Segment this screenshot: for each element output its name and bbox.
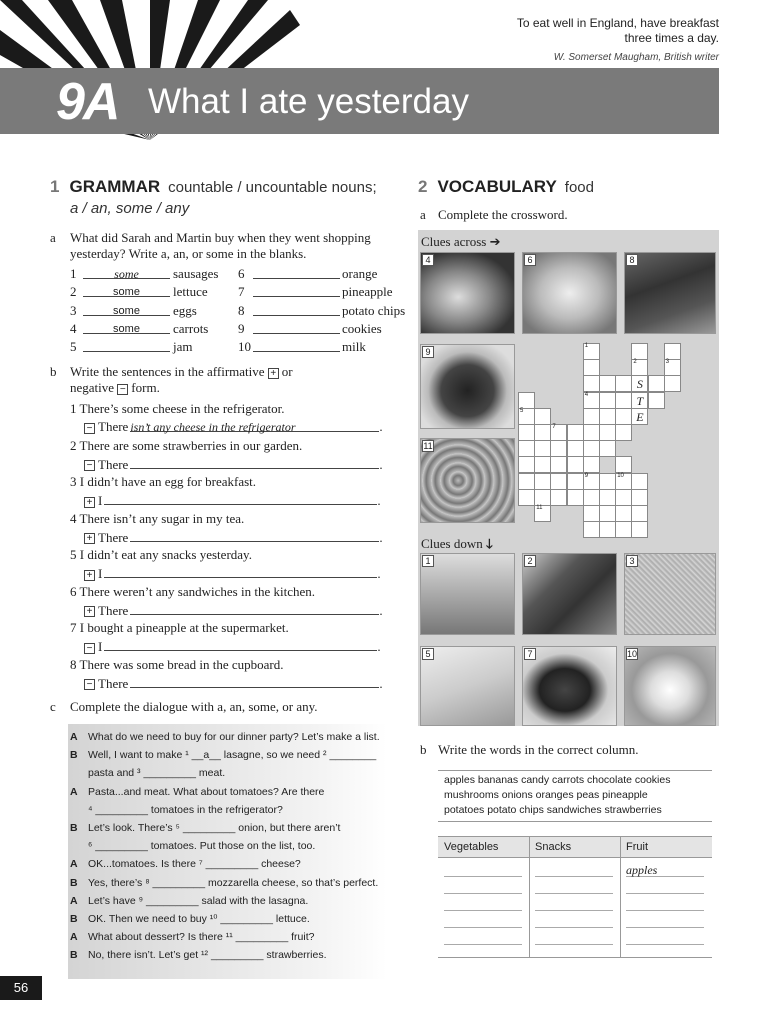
instruction-line-2: negative	[70, 380, 115, 395]
answer-line[interactable]	[626, 927, 704, 928]
photo-number: 6	[524, 254, 536, 266]
answer-line[interactable]	[104, 492, 377, 505]
grid-cell[interactable]	[567, 440, 584, 457]
grid-cell[interactable]	[550, 424, 567, 441]
grid-cell[interactable]	[583, 392, 600, 409]
dialogue-line	[68, 913, 387, 929]
photo-6-chicken	[522, 252, 617, 334]
photo-5-cheese	[420, 646, 515, 726]
answer-start: I	[98, 639, 103, 654]
item-word: eggs	[173, 302, 197, 318]
item-row	[70, 284, 410, 300]
grid-cell[interactable]	[599, 440, 616, 457]
instruction-line-1: Write the sentences in the affirmative	[70, 364, 265, 379]
answer-line[interactable]	[626, 893, 704, 894]
dialogue-text: What about dessert? Is there ¹¹ _________ fruit?	[88, 931, 315, 944]
exercise-1c-instruction: Complete the dialogue with a, an, some, or any.	[70, 699, 318, 714]
epigraph	[517, 16, 719, 65]
speaker: A	[70, 785, 78, 798]
answer-start: I	[98, 493, 103, 508]
answer-line[interactable]	[130, 529, 379, 542]
sign-box: −	[84, 643, 95, 654]
grid-cell[interactable]	[615, 392, 632, 409]
item-word: milk	[342, 339, 366, 355]
item-word: cookies	[342, 320, 382, 336]
grid-cell[interactable]	[583, 424, 600, 441]
grid-cell[interactable]	[583, 521, 600, 538]
grid-cell[interactable]	[583, 375, 600, 392]
grid-cell[interactable]	[583, 343, 600, 360]
grid-cell[interactable]	[534, 473, 551, 490]
grid-cell[interactable]	[615, 489, 632, 506]
grid-cell[interactable]	[550, 440, 567, 457]
grid-number: 1	[584, 343, 589, 349]
answer-blank[interactable]	[253, 339, 340, 352]
answer-blank[interactable]	[253, 284, 340, 297]
photo-9-jam	[420, 344, 515, 429]
item-row	[70, 321, 410, 337]
dialogue-text: OK...tomatoes. Is there ⁷ _________ cheese?	[88, 858, 301, 871]
grid-number: 9	[584, 472, 589, 479]
photo-number: 10	[627, 649, 638, 659]
dialogue-text: ⁶ _________ tomatoes. Put those on the list, too.	[88, 840, 316, 853]
grid-number: 10	[617, 472, 624, 479]
grid-letter: T	[636, 393, 644, 408]
grid-cell[interactable]	[631, 505, 648, 522]
answer-start: There	[98, 456, 129, 472]
word-line-3: potatoes potato chips sandwiches strawberries	[444, 804, 662, 816]
grid-cell[interactable]	[615, 408, 632, 425]
photo-number: 8	[626, 254, 638, 266]
photo-number: 2	[524, 555, 536, 567]
answer-row: − I .	[84, 638, 394, 654]
answer-line[interactable]	[130, 456, 379, 469]
item-number: 4	[70, 320, 77, 336]
answer-line[interactable]	[444, 876, 522, 877]
item-number: 10	[238, 339, 251, 355]
grid-cell[interactable]	[567, 489, 584, 506]
grid-cell[interactable]	[615, 424, 632, 441]
example-answer: apples	[626, 863, 658, 877]
sentence-prompt: 3 I didn’t have an egg for breakfast.	[70, 474, 257, 489]
answer-blank[interactable]: some	[83, 284, 170, 297]
sign-box: +	[84, 606, 95, 617]
grid-cell[interactable]	[583, 408, 600, 425]
photo-11-cereal	[420, 438, 515, 523]
column-header-vegetables: Vegetables	[444, 841, 499, 853]
photo-3-rice	[624, 553, 716, 635]
dialogue-line	[68, 949, 387, 965]
answer-line[interactable]	[535, 876, 613, 877]
word-line-2: mushrooms onions oranges peas pineapple	[444, 789, 648, 801]
grid-cell[interactable]	[631, 343, 648, 360]
grid-cell[interactable]	[615, 375, 632, 392]
answer-line[interactable]	[104, 638, 377, 651]
column-divider	[620, 836, 621, 958]
grid-cell[interactable]	[664, 359, 681, 376]
quote-line-2: three times a day.	[624, 31, 719, 45]
word-line-1: apples bananas candy carrots chocolate cookies	[444, 774, 671, 786]
dialogue-text: Yes, there’s ⁸ _________ mozzarella cheese, so that’s perfect.	[88, 876, 379, 889]
answer-row: + I .	[84, 565, 394, 581]
answer-row: − There .	[84, 675, 394, 691]
sign-box: −	[84, 423, 95, 434]
item-number: 3	[70, 302, 77, 318]
dialogue-text: ⁴ _________ tomatoes in the refrigerator?	[88, 803, 283, 816]
answer-line[interactable]	[104, 565, 377, 578]
dialogue-line	[68, 931, 387, 947]
grid-cell[interactable]	[615, 456, 632, 473]
plus-sign-box: +	[268, 368, 279, 379]
item-number: 5	[70, 339, 77, 355]
grid-cell[interactable]	[599, 473, 616, 490]
dialogue-text: Well, I want to make ¹ __a__ lasagne, so we need ² ________	[88, 749, 377, 762]
speaker: B	[70, 949, 78, 962]
instruction-line-2: yesterday? Write a, an, or some in the blanks.	[70, 246, 307, 261]
answer-line[interactable]	[626, 910, 704, 911]
photo-7-coffee	[522, 646, 617, 726]
grid-cell[interactable]	[583, 359, 600, 376]
grid-cell[interactable]	[631, 489, 648, 506]
dialogue-line	[68, 858, 387, 874]
photo-number: 1	[422, 555, 434, 567]
answer-line[interactable]	[626, 944, 704, 945]
grid-cell[interactable]	[534, 456, 551, 473]
section-1-number: 1	[50, 177, 60, 196]
dialogue-line	[68, 877, 387, 893]
answer-start: There	[98, 529, 129, 545]
quote-line-1: To eat well in England, have breakfast	[516, 16, 719, 30]
answer-line[interactable]	[444, 910, 522, 911]
arrow-right-icon: ➔	[489, 235, 501, 250]
photo-2-steak	[522, 553, 617, 635]
section-2-number: 2	[418, 177, 428, 196]
grid-cell[interactable]	[567, 473, 584, 490]
grid-cell[interactable]	[631, 473, 648, 490]
grid-cell[interactable]	[583, 456, 600, 473]
column-divider	[529, 836, 530, 958]
answer-blank[interactable]: some	[83, 321, 170, 334]
grid-cell[interactable]	[518, 408, 535, 425]
answer-row: − There .	[84, 456, 394, 472]
item-number: 6	[238, 266, 245, 281]
grid-cell[interactable]	[615, 521, 632, 538]
grid-cell[interactable]	[567, 424, 584, 441]
grid-cell[interactable]	[648, 375, 665, 392]
sentence-prompt: 2 There are some strawberries in our garden.	[70, 437, 303, 453]
arrow-down-icon: 🡓	[486, 537, 493, 552]
crossword-panel	[418, 230, 719, 726]
grid-cell[interactable]	[518, 489, 535, 506]
speaker: B	[70, 913, 78, 925]
grid-cell[interactable]	[631, 375, 648, 392]
grid-cell[interactable]	[534, 489, 551, 506]
clues-across-label: Clues across	[421, 234, 487, 249]
dialogue-text: Let’s have ⁹ _________ salad with the lasagna.	[88, 894, 309, 907]
grid-cell[interactable]	[534, 505, 551, 522]
quote-author: W. Somerset Maugham, British writer	[553, 52, 719, 63]
answer-start: There	[98, 675, 129, 691]
grid-number: 4	[584, 391, 589, 398]
answer-blank[interactable]	[83, 339, 170, 352]
item-row	[70, 339, 410, 355]
sentence-prompt: 1 There’s some cheese in the refrigerator.	[70, 401, 285, 416]
grid-cell[interactable]	[583, 473, 600, 490]
grid-cell[interactable]	[518, 424, 535, 441]
answer-row: + I .	[84, 492, 394, 508]
item-word: potato chips	[342, 302, 406, 318]
section-2-heading	[418, 177, 594, 197]
grid-cell[interactable]	[599, 424, 616, 441]
grid-cell[interactable]	[567, 456, 584, 473]
or-word: or	[281, 364, 293, 379]
grid-cell[interactable]	[599, 521, 616, 538]
item-number: 8	[238, 302, 245, 318]
grid-cell[interactable]	[599, 489, 616, 506]
grid-cell[interactable]	[664, 343, 681, 360]
sign-box: +	[84, 497, 95, 508]
item-word: sausages	[173, 266, 219, 281]
dialogue-line	[68, 749, 387, 765]
photo-number: 7	[524, 648, 536, 660]
answer-line[interactable]	[444, 893, 522, 894]
column-header-fruit: Fruit	[626, 841, 648, 853]
grid-cell[interactable]	[615, 473, 632, 490]
grid-cell[interactable]	[631, 359, 648, 376]
exercise-1b-label: b	[50, 364, 57, 379]
photo-8-cake	[624, 252, 716, 334]
photo-number: 9	[422, 346, 434, 358]
item-number: 1	[70, 266, 77, 281]
grid-number: 7	[552, 424, 556, 430]
item-word: lettuce	[173, 284, 208, 300]
grid-cell[interactable]	[583, 440, 600, 457]
grid-cell[interactable]	[631, 392, 648, 409]
answer-line[interactable]	[535, 927, 613, 928]
photo-number: 11	[423, 441, 433, 451]
photo-4-sausages	[420, 252, 515, 334]
item-row	[70, 266, 410, 282]
dialogue-text: OK. Then we need to buy ¹⁰ _________ lettuce.	[88, 913, 310, 925]
exercise-1a-instruction	[70, 230, 400, 262]
sign-box: −	[84, 679, 95, 690]
grid-cell[interactable]	[631, 521, 648, 538]
item-word: jam	[173, 339, 193, 355]
speaker: A	[70, 894, 78, 907]
dialogue-box	[68, 724, 387, 979]
exercise-2b-instruction: Write the words in the correct column.	[438, 742, 639, 757]
dialogue-line	[68, 840, 387, 856]
category-table	[438, 836, 712, 958]
dialogue-line	[68, 895, 387, 911]
section-1-name: GRAMMAR	[69, 177, 161, 196]
grid-cell[interactable]	[518, 473, 535, 490]
item-word: orange	[342, 266, 378, 281]
grid-cell[interactable]	[550, 489, 567, 506]
sentence-prompt: 7 I bought a pineapple at the supermarket.	[70, 620, 289, 635]
form-word: form.	[131, 380, 160, 395]
minus-sign-box: −	[117, 384, 128, 395]
item-word: pineapple	[342, 284, 393, 300]
photo-1-butter	[420, 553, 515, 635]
exercise-2b-label: b	[420, 742, 427, 757]
answer-line[interactable]	[535, 944, 613, 945]
answer-blank[interactable]: some	[83, 266, 170, 279]
grid-cell[interactable]	[550, 456, 567, 473]
dialogue-text: No, there isn’t. Let’s get ¹² _________ strawberries.	[88, 949, 327, 962]
exercise-2a-label: a	[420, 207, 426, 222]
exercise-1c-label: c	[50, 699, 56, 714]
answer-blank[interactable]	[253, 266, 340, 279]
speaker: A	[70, 858, 78, 871]
answer-line[interactable]	[130, 675, 379, 688]
photo-number: 3	[626, 555, 638, 567]
grid-cell[interactable]	[518, 392, 535, 409]
column-header-snacks: Snacks	[535, 841, 572, 853]
item-number: 2	[70, 284, 77, 300]
grid-cell[interactable]	[615, 505, 632, 522]
grid-cell[interactable]	[583, 489, 600, 506]
grid-number: 11	[536, 505, 543, 511]
item-word: carrots	[173, 320, 209, 336]
grid-number: 3	[665, 359, 670, 366]
grid-cell[interactable]	[599, 392, 616, 409]
sentence-prompt: 4 There isn’t any sugar in my tea.	[70, 510, 245, 526]
answer-start: I	[98, 566, 103, 581]
speaker: B	[70, 822, 78, 834]
clues-across-heading	[421, 234, 501, 251]
exercise-1b-instruction	[70, 364, 400, 396]
grid-cell[interactable]	[550, 473, 567, 490]
grid-cell[interactable]	[534, 440, 551, 457]
speaker: B	[70, 749, 78, 762]
item-number: 9	[238, 320, 245, 336]
answer-start: There	[98, 419, 129, 434]
sign-box: +	[84, 570, 95, 581]
dialogue-text: What do we need to buy for our dinner party? Let’s make a list.	[88, 731, 380, 743]
grid-cell[interactable]	[534, 408, 551, 425]
section-2-name: VOCABULARY	[437, 177, 557, 196]
dialogue-line	[68, 731, 387, 747]
section-1-subtitle-2: a / an, some / any	[70, 200, 190, 217]
grid-letter: S	[636, 377, 643, 392]
dialogue-text: Pasta...and meat. What about tomatoes? Are there	[88, 785, 325, 798]
exercise-2a-instruction: Complete the crossword.	[438, 207, 568, 222]
section-1-subtitle: countable / uncountable nouns;	[168, 179, 377, 196]
answer-row: − There isn’t any cheese in the refrigerator .	[84, 419, 394, 435]
sentence-prompt: 6 There weren’t any sandwiches in the kitchen.	[70, 583, 315, 599]
grid-cell[interactable]	[648, 392, 665, 409]
answer-line[interactable]	[535, 910, 613, 911]
section-2-subtitle: food	[564, 179, 594, 196]
photo-number: 4	[422, 254, 434, 266]
answer-start: There	[98, 602, 129, 618]
item-row	[70, 303, 410, 319]
grid-letter: E	[636, 409, 644, 424]
answer-blank[interactable]	[253, 303, 340, 316]
speaker: B	[70, 876, 78, 889]
word-box	[438, 770, 712, 822]
grid-number: 2	[633, 359, 637, 366]
dialogue-text: pasta and ³ _________ meat.	[88, 767, 226, 780]
grid-cell[interactable]	[534, 424, 551, 441]
item-number: 7	[238, 284, 245, 300]
grid-cell[interactable]	[518, 440, 535, 457]
grid-cell[interactable]	[599, 505, 616, 522]
answer-row: + There .	[84, 529, 394, 545]
grid-cell[interactable]	[583, 505, 600, 522]
answer-line[interactable]	[444, 944, 522, 945]
section-1-heading	[50, 177, 377, 197]
answer-row: + There .	[84, 602, 394, 618]
grid-number: 5	[520, 407, 524, 414]
answer-blank[interactable]: some	[83, 303, 170, 316]
grid-cell[interactable]	[518, 456, 535, 473]
answer-line[interactable]	[444, 927, 522, 928]
speaker: A	[70, 731, 78, 743]
page-title: What I ate yesterday	[148, 82, 469, 121]
dialogue-line	[68, 767, 387, 783]
clues-down-label: Clues down	[421, 536, 483, 551]
grid-cell[interactable]	[599, 375, 616, 392]
answer-line[interactable]	[130, 602, 379, 615]
dialogue-line	[68, 822, 387, 838]
exercise-1a-label: a	[50, 230, 56, 245]
dialogue-text: Let’s look. There’s ⁵ _________ onion, but there aren’t	[88, 822, 341, 834]
sign-box: +	[84, 533, 95, 544]
dialogue-line	[68, 786, 387, 802]
sign-box: −	[84, 460, 95, 471]
clues-down-heading	[421, 536, 493, 553]
grid-cell[interactable]	[664, 375, 681, 392]
answer-line[interactable]	[535, 893, 613, 894]
dialogue-line	[68, 804, 387, 820]
instruction-line-1: What did Sarah and Martin buy when they went shopping	[70, 230, 371, 245]
photo-number: 5	[422, 648, 434, 660]
unit-number: 9A	[56, 73, 119, 131]
grid-cell[interactable]	[631, 408, 648, 425]
grid-cell[interactable]	[599, 408, 616, 425]
speaker: A	[70, 931, 78, 944]
sentence-prompt: 5 I didn’t eat any snacks yesterday.	[70, 547, 252, 562]
answer-line[interactable]: isn’t any cheese in the refrigerator	[130, 419, 379, 432]
answer-blank[interactable]	[253, 321, 340, 334]
sentence-prompt: 8 There was some bread in the cupboard.	[70, 656, 284, 672]
page-number: 56	[0, 976, 42, 1000]
photo-10-milk	[624, 646, 716, 726]
